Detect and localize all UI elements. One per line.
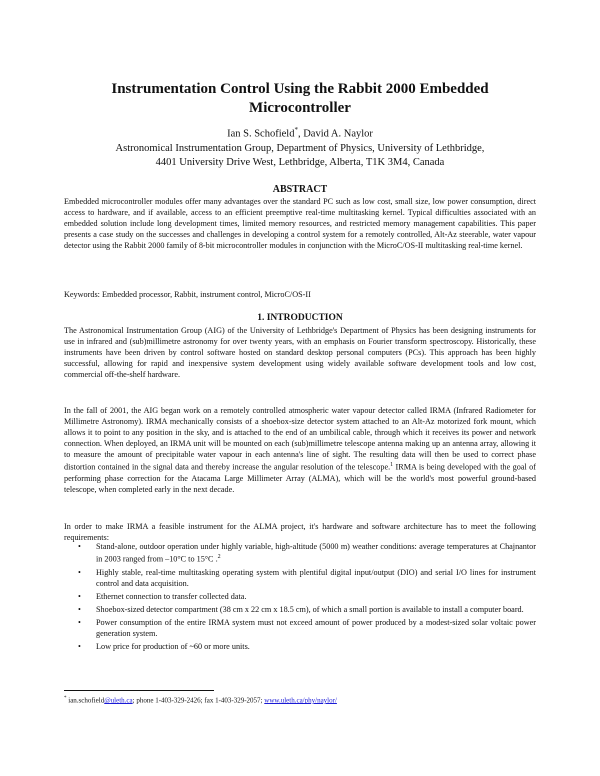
reference-marker-1: 1 — [390, 462, 394, 468]
requirement-text: Highly stable, real-time multitasking operating system with plentiful digital input/output (DIO) and serial I/O lines for instrument control and data acquisition. — [96, 567, 536, 588]
requirement-text: Stand-alone, outdoor operation under highly variable, high-altitude (5000 m) weather conditions: average temperatures at Chajnantor in 2003 ranged from –10°C to 15°C . — [96, 542, 536, 564]
author-names — [60, 123, 540, 142]
requirements-list — [64, 541, 536, 654]
title-line-1: Instrumentation Control Using the Rabbit 2000 Embedded — [111, 81, 489, 97]
author-2: , David A. Naylor — [297, 128, 373, 140]
list-item — [64, 567, 536, 589]
abstract-text: Embedded microcontroller modules offer many advantages over the standard PC such as low cost, small size, low power consumption, direct access to hardware, and if available, access to an efficient preemptive real-time multitasking kernel. Typical difficulties associated with an embedded solution include long development times, limited memory resources, and restricted memory management capabilities. This paper presents a case study on the successes and challenges in developing a control system for a remotely controlled, Alt-Az steerable, water vapour detector using the Rabbit 2000 family of 8-bit microcontroller modules in conjunction with the MicroC/OS-II multitasking real-time kernel. — [64, 197, 536, 250]
requirement-text: Low price for production of ~60 or more units. — [96, 641, 250, 651]
author-1: Ian S. Schofield — [227, 128, 295, 140]
footnote-divider — [64, 690, 214, 691]
bullet-icon: • — [78, 617, 81, 627]
list-item — [64, 541, 536, 565]
paper-title — [60, 80, 540, 118]
requirement-text: Power consumption of the entire IRMA system must not exceed amount of power produced by a modest-sized solar voltaic power generation system. — [96, 617, 536, 638]
footnote-marker: * — [64, 696, 67, 701]
section-heading-introduction: 1. INTRODUCTION — [257, 313, 343, 323]
title-line-2: Microcontroller — [249, 100, 351, 116]
bullet-icon: • — [78, 641, 81, 651]
bullet-icon: • — [78, 591, 81, 601]
bullet-icon: • — [78, 567, 81, 577]
keywords: Keywords: Embedded processor, Rabbit, instrument control, MicroC/OS-II — [64, 290, 311, 299]
author-block — [60, 123, 540, 170]
intro-paragraph-2-tail: IRMA is being developed with the goal of performing phase correction for the Atacama Large Millimeter Array (ALMA), which will be the world's most powerful ground-based telescope, when completed early in the next decade. — [64, 462, 536, 494]
intro-paragraph-1: The Astronomical Instrumentation Group (AIG) of the University of Lethbridge's Department of Physics has been designing instruments for use in infrared and (sub)millimetre astronomy for over twenty years, with an emphasis on Fourier transform spectroscopy. Historically, these instruments have been driven by control software hosted on standard desktop personal computers (PCs). This approach has been highly successful, allowing for rapid and inexpensive system development using widely available software development tools and low cost, commercial off-the-shelf hardware. — [64, 326, 536, 379]
intro-paragraph-2 — [64, 405, 536, 495]
intro-paragraph-3: In order to make IRMA a feasible instrument for the ALMA project, it's hardware and software architecture has to meet the following requirements: — [64, 522, 536, 542]
list-item — [64, 641, 536, 652]
address: 4401 University Drive West, Lethbridge, Alberta, T1K 3M4, Canada — [155, 156, 445, 168]
footnote-phone: ; phone 1-403-329-2426; fax 1-403-329-2057; — [132, 696, 265, 705]
bullet-icon: • — [78, 542, 81, 551]
list-item — [64, 617, 536, 639]
footnote-email-prefix: ian.schofield — [66, 696, 105, 705]
requirement-text: Shoebox-sized detector compartment (38 cm x 22 cm x 18.5 cm), of which a small portion is available to install a computer board. — [96, 604, 524, 614]
reference-marker-2: 2 — [217, 554, 221, 560]
requirement-text: Ethernet connection to transfer collected data. — [96, 591, 247, 601]
list-item — [64, 591, 536, 602]
affiliation: Astronomical Instrumentation Group, Department of Physics, University of Lethbridge, — [115, 142, 485, 154]
list-item — [64, 604, 536, 615]
email-link[interactable]: @uleth.ca — [104, 696, 133, 705]
bullet-icon: • — [78, 604, 81, 614]
abstract-heading: ABSTRACT — [272, 184, 328, 195]
author-footnote-marker: * — [294, 126, 298, 134]
website-link[interactable]: www.uleth.ca/phy/naylor/ — [264, 696, 337, 705]
footnote — [64, 694, 536, 705]
intro-paragraph-2-body: In the fall of 2001, the AIG began work on a remotely controlled atmospheric water vapour detector called IRMA (Infrared Radiometer for Millimetre Astronomy). IRMA mechanically consists of a shoebox-size detector system attached to an Alt-Az motorized fork mount, which allows it to point to any position in the sky, and is attached to the end of an umbilical cable, through which it receives its power and network connection. When deployed, an IRMA unit will be mounted on each (sub)millimetre telescope antenna making up an antenna array, allowing it to measure the amount of precipitable water vapour in each antenna's line of sight. The resulting data will then be used to correct phase distortion contained in the signal data and thereby increase the angular resolution of the telescope. — [64, 406, 536, 472]
